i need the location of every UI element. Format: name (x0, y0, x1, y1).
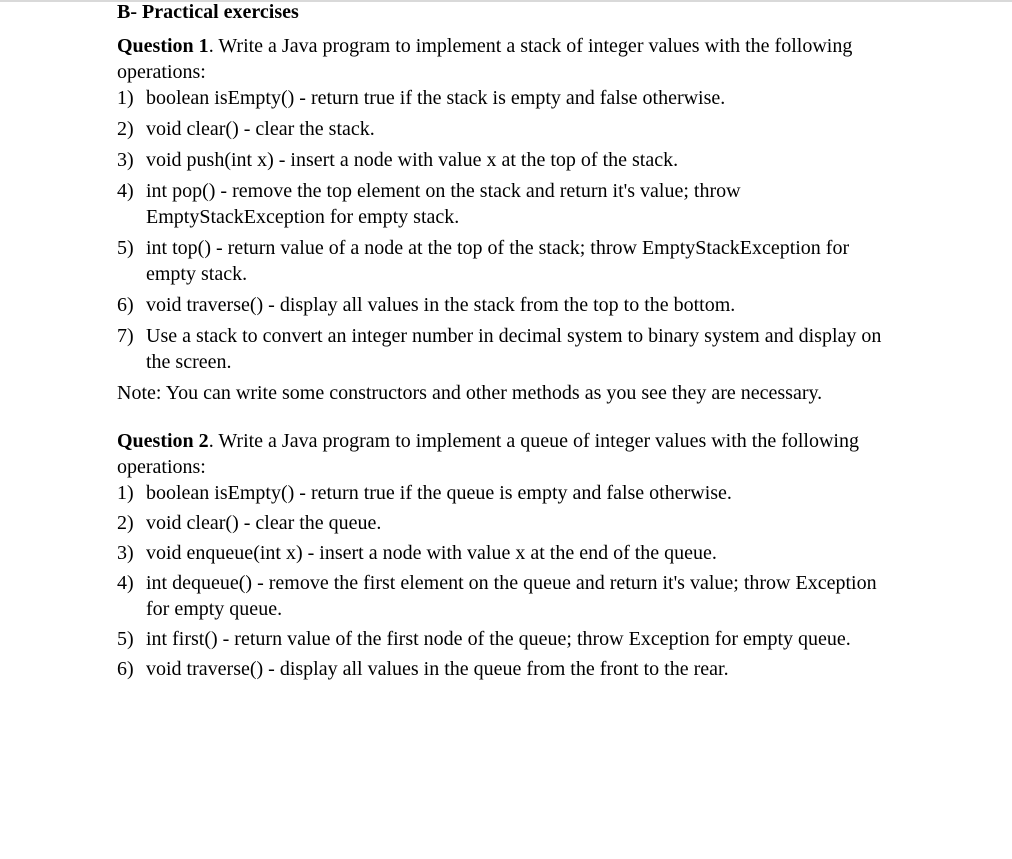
item-text: Use a stack to convert an integer number in decimal system to binary system and display on the screen. (146, 325, 882, 373)
document-body (117, 0, 897, 686)
list-item (117, 323, 897, 375)
list-item (117, 147, 897, 173)
list-item (117, 292, 897, 318)
item-number: 1) (117, 87, 134, 109)
question-1-note: Note: You can write some constructors and other methods as you see they are necessary. (117, 382, 823, 404)
question-1-label: Question 1 (117, 35, 209, 57)
item-number: 6) (117, 294, 134, 316)
list-item (117, 85, 897, 111)
question-1-operations-list (117, 85, 897, 375)
item-number: 2) (117, 118, 134, 140)
item-text: int dequeue() - remove the first element on the queue and return it's value; throw Exception for empty queue. (146, 572, 877, 620)
item-number: 7) (117, 325, 134, 347)
item-text: int pop() - remove the top element on the stack and return it's value; throw EmptyStackException for empty stack. (146, 180, 741, 228)
question-1-intro: . Write a Java program to implement a stack of integer values with the following operations: (117, 35, 853, 83)
item-number: 1) (117, 482, 134, 504)
item-text: void traverse() - display all values in the stack from the top to the bottom. (146, 294, 736, 316)
item-text: boolean isEmpty() - return true if the queue is empty and false otherwise. (146, 482, 732, 504)
item-text: void push(int x) - insert a node with value x at the top of the stack. (146, 149, 679, 171)
list-item (117, 178, 897, 230)
list-item (117, 235, 897, 287)
list-item (117, 116, 897, 142)
section-title: B- Practical exercises (117, 1, 299, 23)
item-number: 6) (117, 658, 134, 680)
question-2-intro: . Write a Java program to implement a queue of integer values with the following operations: (117, 430, 859, 478)
item-text: int top() - return value of a node at the top of the stack; throw EmptyStackException for empty stack. (146, 237, 850, 285)
item-text: boolean isEmpty() - return true if the stack is empty and false otherwise. (146, 87, 726, 109)
item-number: 3) (117, 542, 134, 564)
list-item (117, 570, 897, 622)
list-item (117, 510, 897, 536)
item-text: void enqueue(int x) - insert a node with value x at the end of the queue. (146, 542, 717, 564)
item-number: 5) (117, 628, 134, 650)
list-item (117, 626, 897, 652)
question-2-label: Question 2 (117, 430, 209, 452)
item-number: 3) (117, 149, 134, 171)
list-item (117, 540, 897, 566)
item-text: void traverse() - display all values in the queue from the front to the rear. (146, 658, 729, 680)
question-2-operations-list (117, 480, 897, 682)
list-item (117, 656, 897, 682)
question-2-text (117, 428, 897, 480)
item-number: 4) (117, 572, 134, 594)
item-text: void clear() - clear the stack. (146, 118, 375, 140)
item-number: 2) (117, 512, 134, 534)
list-item (117, 480, 897, 506)
item-text: void clear() - clear the queue. (146, 512, 382, 534)
item-number: 5) (117, 237, 134, 259)
item-number: 4) (117, 180, 134, 202)
question-1-text (117, 33, 897, 85)
item-text: int first() - return value of the first node of the queue; throw Exception for empty queue. (146, 628, 851, 650)
